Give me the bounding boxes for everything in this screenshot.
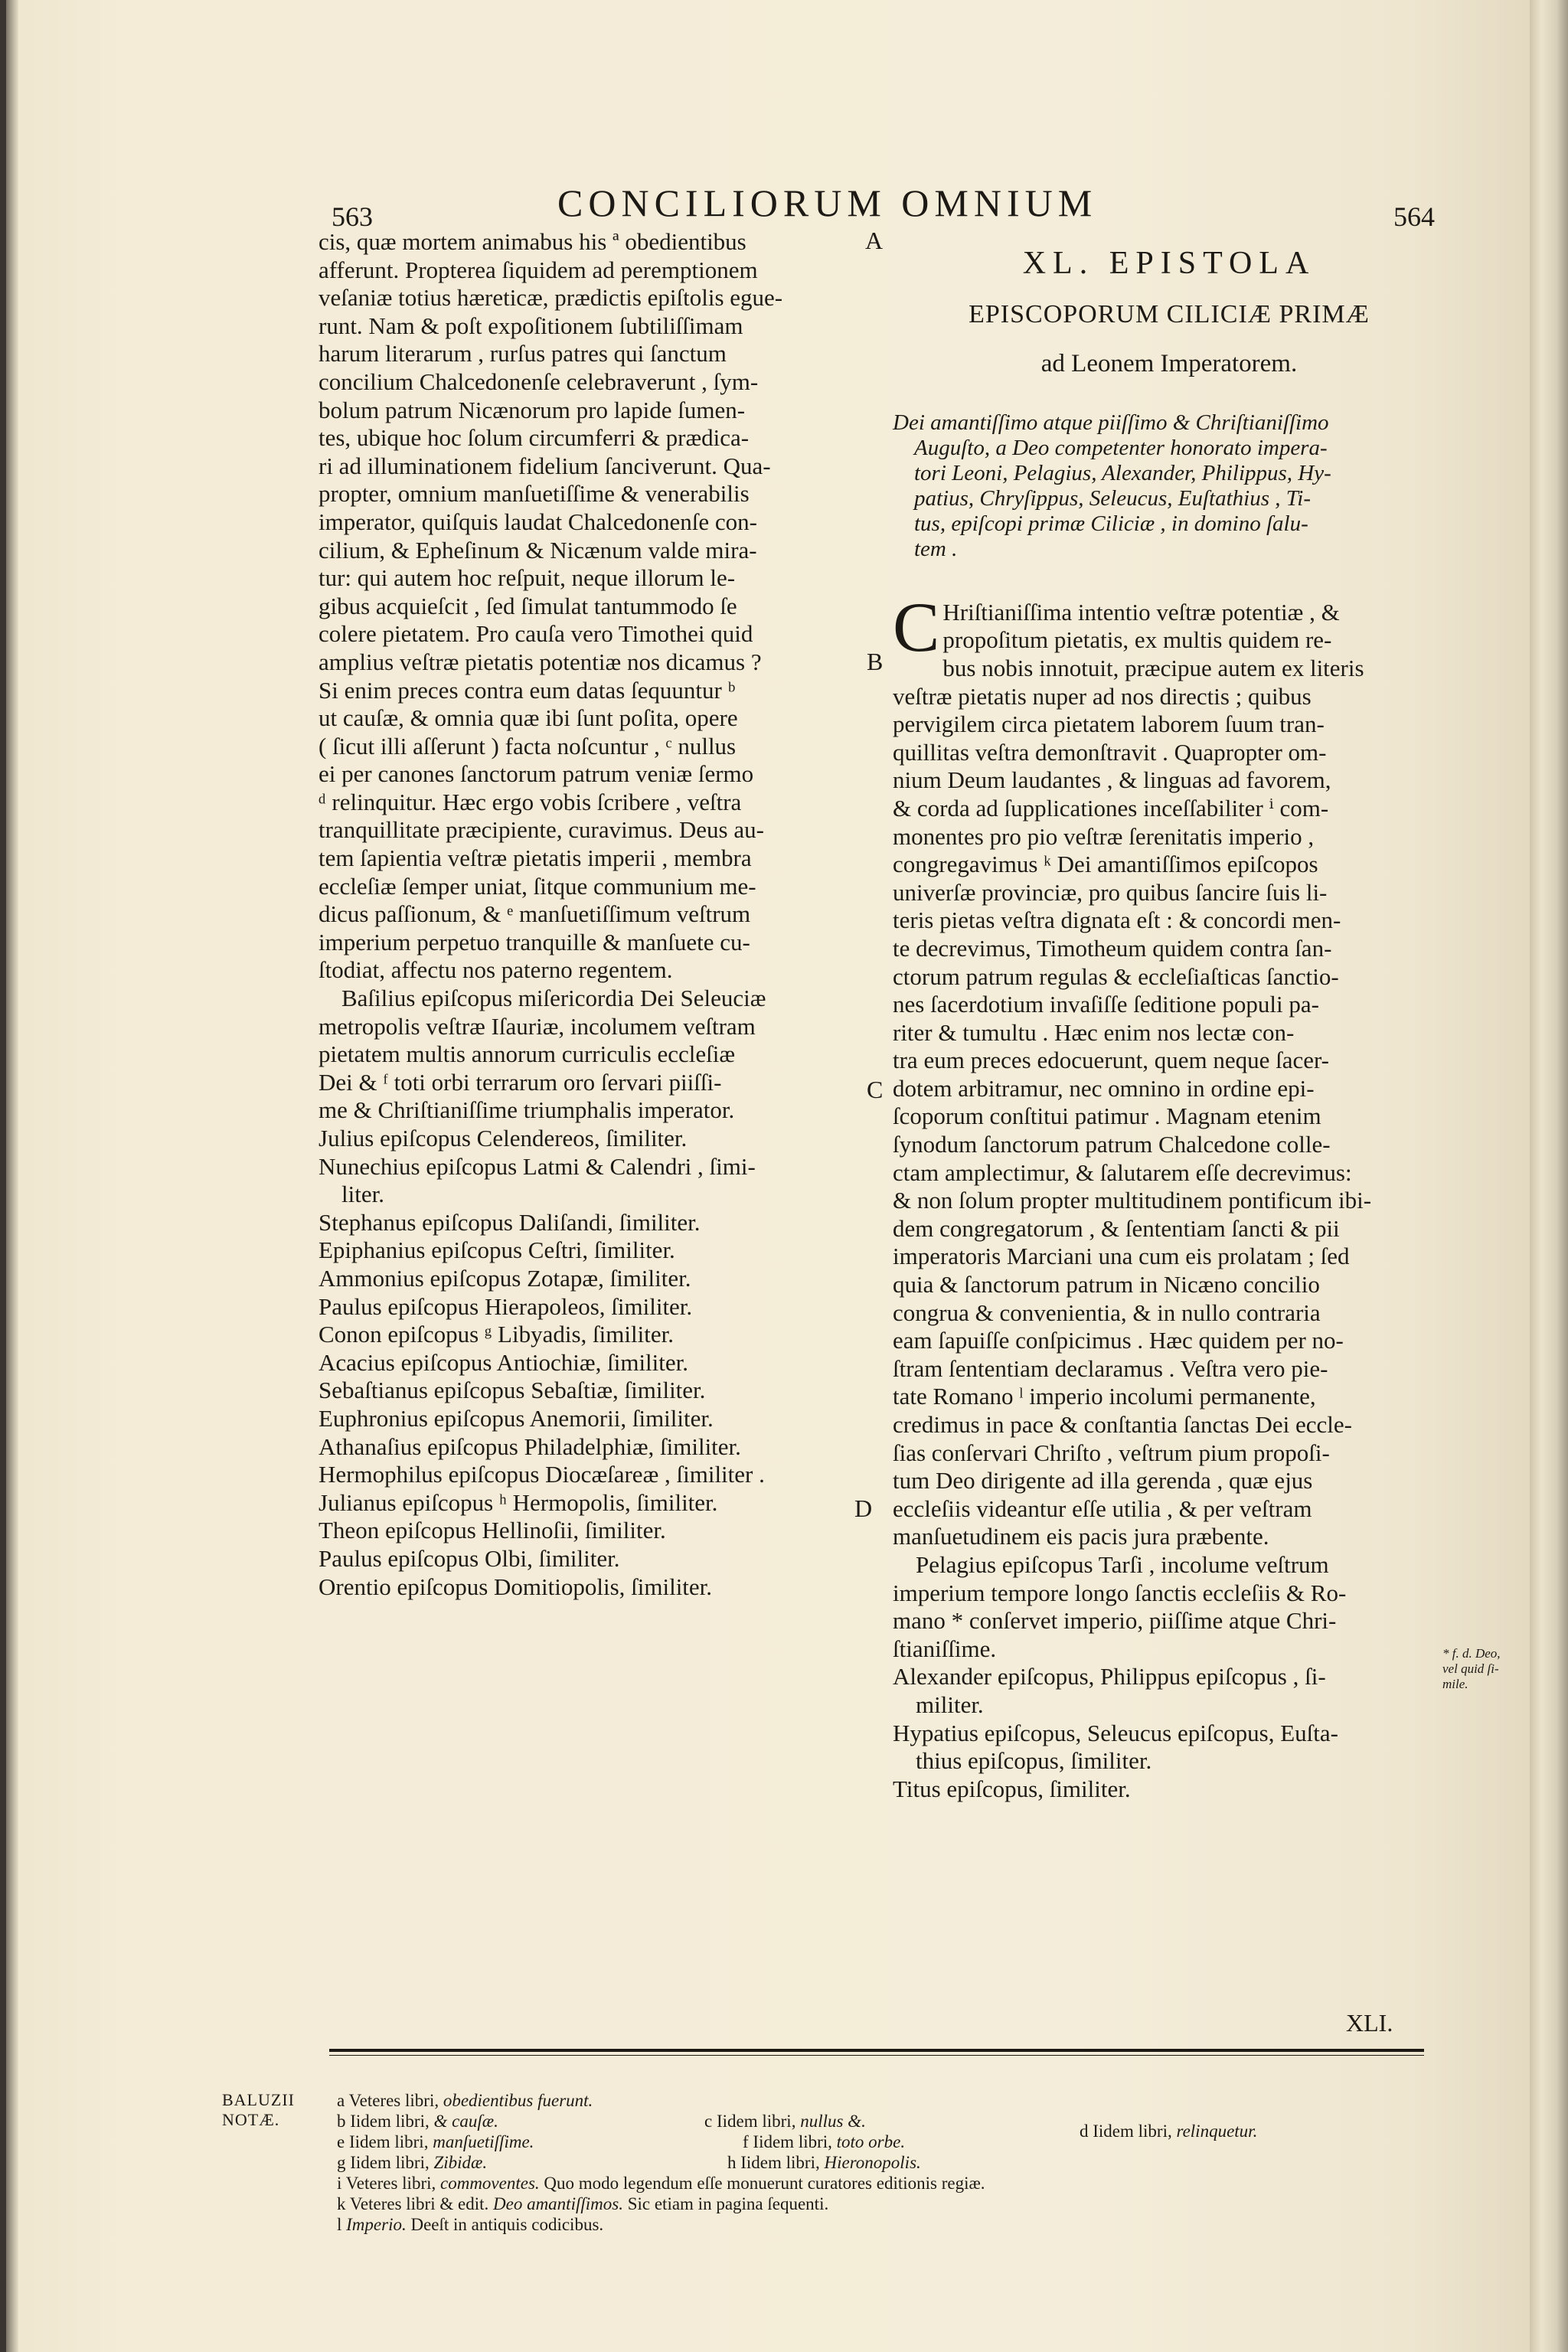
text-line: bus nobis innotuit, præcipue autem ex literis: [942, 654, 1364, 681]
text-line: ei per canones ſanctorum patrum veniæ ſermo: [318, 760, 754, 788]
footnote: [743, 2132, 905, 2152]
footnote: [337, 2090, 593, 2111]
text-line: harum literarum , rurſus patres qui ſanctum: [318, 340, 727, 368]
salutation-line: tus, epiſcopi primæ Ciliciæ , in domino ſalu-: [914, 511, 1308, 536]
text-line: quia & ſanctorum patrum in Nicæno concilio: [893, 1271, 1320, 1298]
text-line: nium Deum laudantes , & linguas ad favorem,: [893, 766, 1331, 794]
salutation-line: patius, Chryſippus, Seleucus, Euſtathius , Ti-: [914, 485, 1311, 511]
footnote-italic: manſuetiſſime.: [433, 2132, 534, 2151]
footnote-italic: & cauſæ.: [433, 2112, 498, 2131]
footnote-mark: i: [337, 2174, 342, 2193]
epistle-heading: XL. EPISTOLA: [1022, 246, 1316, 281]
footnote: [337, 2152, 487, 2173]
text-line: ſynodum ſanctorum patrum Chalcedone colle-: [893, 1131, 1331, 1158]
signature-line: Paulus epiſcopus Hierapoleos, ſimiliter.: [318, 1292, 693, 1320]
left-column: [318, 228, 864, 1601]
text-line: ſtram ſententiam declaramus . Veſtra vero pie-: [893, 1354, 1328, 1382]
notes-rule: [329, 2049, 1424, 2052]
footnote: [337, 2214, 603, 2235]
text-line: & corda ad ſupplicationes inceſſabiliter ⁱ com-: [893, 794, 1329, 822]
signature-line: Titus epiſcopus, ſimiliter.: [893, 1775, 1131, 1802]
right-column-signatures: [893, 1551, 1446, 1803]
footnote-after: Sic etiam in pagina ſequenti.: [627, 2194, 829, 2213]
footnote-mark: g: [337, 2153, 346, 2172]
margin-letter-a: A: [865, 227, 884, 254]
signature-line: imperium tempore longo ſanctis eccleſiis & Ro-: [893, 1579, 1347, 1606]
footnote-after: Quo modo legendum eſſe monuerunt curatores editionis regiæ.: [544, 2174, 985, 2193]
footnote-mark: h: [727, 2153, 737, 2172]
left-column-text: [318, 228, 864, 985]
text-line: propoſitum pietatis, ex multis quidem re-: [942, 626, 1332, 654]
footnote-mark: e: [337, 2132, 345, 2151]
text-line: tra eum preces edocuerunt, quem neque ſacer-: [893, 1047, 1330, 1074]
footnote-italic: Imperio.: [346, 2215, 407, 2234]
epistle-addressee: ad Leonem Imperatorem.: [1040, 350, 1298, 378]
text-line: imperatoris Marciani una cum eis prolatam ; ſed: [893, 1243, 1350, 1270]
footnote-text: Veteres libri & edit.: [349, 2194, 489, 2213]
margin-letter-b: B: [867, 648, 884, 675]
text-line: cis, quæ mortem animabus his ª obedientibus: [318, 228, 746, 255]
right-column: [893, 228, 1446, 1803]
text-line: nes ſacerdotium invaſiſſe ſeditione populi pa-: [893, 991, 1319, 1018]
text-line: eam ſapuiſſe conſpicimus . Hæc quidem per no-: [893, 1327, 1344, 1354]
signature-line: Paulus epiſcopus Olbi, ſimiliter.: [318, 1544, 620, 1572]
text-line: & non ſolum propter multitudinem pontificum ibi-: [893, 1187, 1372, 1214]
text-line: teris pietas veſtra dignata eſt : & concordi men-: [893, 906, 1341, 934]
signature-line: Hypatius epiſcopus, Seleucus epiſcopus, Euſta-: [893, 1719, 1338, 1746]
footnote-mark: d: [1080, 2122, 1089, 2141]
footnote-text: Iidem libri,: [348, 2132, 429, 2151]
margin-letter-c: C: [867, 1076, 884, 1103]
signature-line: Dei & ᶠ toti orbi terrarum oro ſervari piiſſi-: [318, 1068, 722, 1096]
signature-line: militer.: [916, 1690, 984, 1718]
signature-line: ſtianiſſime.: [893, 1635, 997, 1662]
footnote-text: Veteres libri,: [348, 2091, 439, 2110]
signature-line: Epiphanius epiſcopus Ceſtri, ſimiliter.: [318, 1236, 675, 1264]
signature-line: Theon epiſcopus Hellinoſii, ſimiliter.: [318, 1517, 666, 1544]
text-line: veſtræ pietatis nuper ad nos directis ; quibus: [893, 682, 1312, 710]
footnote: [337, 2132, 534, 2152]
footnote: [337, 2173, 985, 2194]
text-line: imperator, quiſquis laudat Chalcedonenſe con-: [318, 508, 757, 535]
text-line: eccleſiis videantur eſſe utilia , & per veſtram: [893, 1494, 1312, 1522]
text-line: te decrevimus, Timotheum quidem contra ſan-: [893, 934, 1332, 962]
text-line: tem ſapientia veſtræ pietatis imperii , membra: [318, 844, 752, 872]
footnote-mark: a: [337, 2091, 345, 2110]
epistle-subheading: EPISCOPORUM CILICIÆ PRIMÆ: [969, 299, 1370, 328]
side-note-line: * f. d. Deo,: [1442, 1646, 1501, 1661]
text-line: ctam amplectimur, & ſalutarem eſſe decrevimus:: [893, 1158, 1352, 1186]
signature-line: Ammonius epiſcopus Zotapæ, ſimiliter.: [318, 1264, 691, 1292]
text-line: veſaniæ totius hæreticæ, prædictis epiſtolis egue-: [318, 284, 783, 312]
text-line: congregavimus ᵏ Dei amantiſſimos epiſcopos: [893, 851, 1318, 878]
signature-line: thius epiſcopus, ſimiliter.: [916, 1747, 1152, 1775]
text-line: Si enim preces contra eum datas ſequuntur ᵇ: [318, 676, 736, 704]
text-line: afferunt. Propterea ſiquidem ad peremptionem: [318, 256, 758, 283]
footnote-mark: f: [743, 2132, 749, 2151]
footnote-text: Iidem libri,: [740, 2153, 820, 2172]
text-line: ctorum patrum regulas & eccleſiaſticas ſanctio-: [893, 962, 1339, 990]
text-line: ᵈ relinquitur. Hæc ergo vobis ſcribere , veſtra: [318, 788, 742, 815]
signature-line: Nunechius epiſcopus Latmi & Calendri , ſimi-: [318, 1152, 756, 1180]
footnote-mark: b: [337, 2112, 346, 2131]
signature-line: me & Chriſtianiſſime triumphalis imperator.: [318, 1096, 735, 1124]
text-line: ſcoporum conſtitui patimur . Magnam etenim: [893, 1102, 1321, 1130]
signature-line: mano * conſervet imperio, piiſſime atque Chri-: [893, 1607, 1337, 1635]
text-line: univerſæ provinciæ, pro quibus ſancire ſuis li-: [893, 878, 1328, 906]
text-line: Hriſtianiſſima intentio veſtræ potentiæ , &: [942, 598, 1340, 626]
footnote-italic: obedientibus fuerunt.: [443, 2091, 593, 2110]
page-gutter: [6, 0, 18, 2352]
text-line: monentes pro pio veſtræ ſerenitatis imperio ,: [893, 822, 1315, 850]
text-line: dotem arbitramur, nec omnino in ordine epi-: [893, 1074, 1315, 1102]
footnote-italic: relinquetur.: [1176, 2122, 1258, 2141]
footnote-text: Iidem libri,: [753, 2132, 832, 2151]
left-column-signatures: [318, 985, 864, 1601]
text-line: tate Romano ˡ imperio incolumi permanente,: [893, 1383, 1316, 1410]
signature-line: Hermophilus epiſcopus Diocæſareæ , ſimiliter .: [318, 1461, 765, 1488]
signature-line: Athanaſius epiſcopus Philadelphiæ, ſimiliter.: [318, 1432, 741, 1460]
margin-letter-d: D: [854, 1494, 873, 1522]
footnote-italic: Zibidæ.: [433, 2153, 488, 2172]
side-note-line: mile.: [1442, 1677, 1468, 1691]
footnote: [337, 2111, 498, 2132]
text-line: imperium perpetuo tranquille & manſuete cu-: [318, 928, 750, 956]
footnote-text: Veteres libri,: [345, 2174, 436, 2193]
footnote-italic: Hieronopolis.: [824, 2153, 921, 2172]
signature-line: Acacius epiſcopus Antiochiæ, ſimiliter.: [318, 1348, 689, 1376]
text-line: tur: qui autem hoc reſpuit, neque illorum le-: [318, 564, 736, 592]
text-line: riter & tumultu . Hæc enim nos lectæ con-: [893, 1018, 1295, 1046]
footnote-italic: nullus &.: [800, 2112, 866, 2131]
footnote: [704, 2111, 866, 2132]
text-line: credimus in pace & conſtantia ſanctas Dei eccle-: [893, 1411, 1352, 1438]
drop-cap: C: [893, 587, 940, 666]
footnote-text: Iidem libri,: [716, 2112, 796, 2131]
page-edge: [1530, 0, 1568, 2352]
footnote: [727, 2152, 921, 2173]
signature-line: Julianus epiſcopus ʰ Hermopolis, ſimiliter.: [318, 1488, 718, 1516]
text-line: eccleſiæ ſemper uniat, ſitque communium me-: [318, 872, 756, 900]
notes-heading: BALUZII NOTÆ.: [222, 2090, 295, 2129]
signature-line: Pelagius epiſcopus Tarſi , incolume veſtrum: [916, 1550, 1329, 1578]
book-page: [6, 0, 1530, 2352]
signature-line: Stephanus epiſcopus Daliſandi, ſimiliter.: [318, 1208, 701, 1236]
text-line: ſtodiat, affectu nos paterno regentem.: [318, 956, 673, 984]
signature-line: Orentio epiſcopus Domitiopolis, ſimiliter.: [318, 1573, 713, 1600]
signature-line: Julius epiſcopus Celendereos, ſimiliter.: [318, 1125, 688, 1152]
salutation: [893, 410, 1446, 562]
text-line: manſuetudinem eis pacis jura præbente.: [893, 1523, 1269, 1550]
signature-line: liter.: [341, 1181, 384, 1208]
footnote-italic: Deo amantiſſimos.: [493, 2194, 623, 2213]
text-line: colere pietatem. Pro cauſa vero Timothei quid: [318, 620, 753, 648]
text-line: gibus acquieſcit , ſed ſimulat tantummodo ſe: [318, 592, 737, 619]
side-note-line: vel quid ſi-: [1442, 1661, 1499, 1676]
signature-line: Conon epiſcopus ᵍ Libyadis, ſimiliter.: [318, 1321, 674, 1348]
text-line: concilium Chalcedonenſe celebraverunt , ſym-: [318, 368, 759, 395]
footnote-text: Iidem libri,: [350, 2112, 430, 2131]
text-line: tranquillitate præcipiente, curavimus. Deus au-: [318, 816, 764, 844]
notes-rule-thin: [329, 2055, 1424, 2056]
text-line: tes, ubique hoc ſolum circumferri & prædica-: [318, 424, 750, 452]
text-line: bolum patrum Nicænorum pro lapide ſumen-: [318, 396, 746, 423]
text-line: runt. Nam & poſt expoſitionem ſubtiliſſimam: [318, 312, 743, 339]
text-line: quillitas veſtra demonſtravit . Quapropter om-: [893, 738, 1327, 766]
signature-line: Alexander epiſcopus, Philippus epiſcopus , ſi-: [893, 1663, 1326, 1690]
text-line: dicus paſſionum, & ᵉ manſuetiſſimum veſtrum: [318, 900, 751, 928]
epistle-body: [893, 587, 1446, 1804]
footnote-mark: l: [337, 2215, 342, 2234]
text-line: congrua & convenientia, & in nullo contraria: [893, 1298, 1321, 1326]
page-number-left: 563: [332, 201, 373, 232]
next-heading: XLI.: [1346, 2009, 1393, 2037]
footnote: [337, 2194, 828, 2214]
footnote-text: Iidem libri,: [1093, 2122, 1172, 2141]
footnote-mark: c: [704, 2112, 713, 2131]
page-number-right: 564: [1393, 201, 1435, 232]
text-line: ( ſicut illi aſſerunt ) facta noſcuntur , ᶜ nullus: [318, 732, 737, 760]
text-line: ſias conſervari Chriſto , veſtrum pium propoſi-: [893, 1439, 1330, 1466]
signature-line: Euphronius epiſcopus Anemorii, ſimiliter.: [318, 1404, 714, 1432]
text-line: ri ad illuminationem fidelium ſanciverunt. Qua-: [318, 452, 771, 479]
signature-line: Baſilius epiſcopus miſericordia Dei Seleuciæ: [341, 985, 766, 1012]
footnote-italic: toto orbe.: [836, 2132, 906, 2151]
text-line: amplius veſtræ pietatis potentiæ nos dicamus ?: [318, 648, 762, 675]
signature-line: Sebaſtianus epiſcopus Sebaſtiæ, ſimiliter.: [318, 1377, 706, 1404]
signature-line: metropolis veſtræ Iſauriæ, incolumem veſtram: [318, 1012, 756, 1040]
footnote-italic: commoventes.: [440, 2174, 540, 2193]
salutation-line: Dei amantiſſimo atque piiſſimo & Chriſtianiſſimo: [893, 410, 1329, 435]
text-line: tum Deo dirigente ad illa gerenda , quæ ejus: [893, 1467, 1313, 1494]
running-title: CONCILIORUM OMNIUM: [557, 181, 1098, 224]
footnote: [1080, 2121, 1257, 2141]
text-line: cilium, & Epheſinum & Nicænum valde mira-: [318, 536, 757, 564]
salutation-line: tem .: [914, 536, 958, 561]
text-line: propter, omnium manſuetiſſime & venerabilis: [318, 480, 750, 508]
footnote-text: Iidem libri,: [350, 2153, 430, 2172]
salutation-line: Auguſto, a Deo competenter honorato impera-: [914, 435, 1328, 460]
salutation-line: tori Leoni, Pelagius, Alexander, Philippus, Hy-: [914, 460, 1331, 485]
footnote-after: Deeſt in antiquis codicibus.: [410, 2215, 604, 2234]
text-line: ut cauſæ, & omnia quæ ibi ſunt poſita, opere: [318, 704, 738, 732]
signature-line: pietatem multis annorum curriculis eccleſiæ: [318, 1040, 736, 1068]
text-line: dem congregatorum , & ſententiam ſancti & pii: [893, 1214, 1340, 1242]
footnote-mark: k: [337, 2194, 346, 2213]
side-note: [1442, 1646, 1501, 1692]
text-line: pervigilem circa pietatem laborem ſuum tran-: [893, 710, 1325, 738]
